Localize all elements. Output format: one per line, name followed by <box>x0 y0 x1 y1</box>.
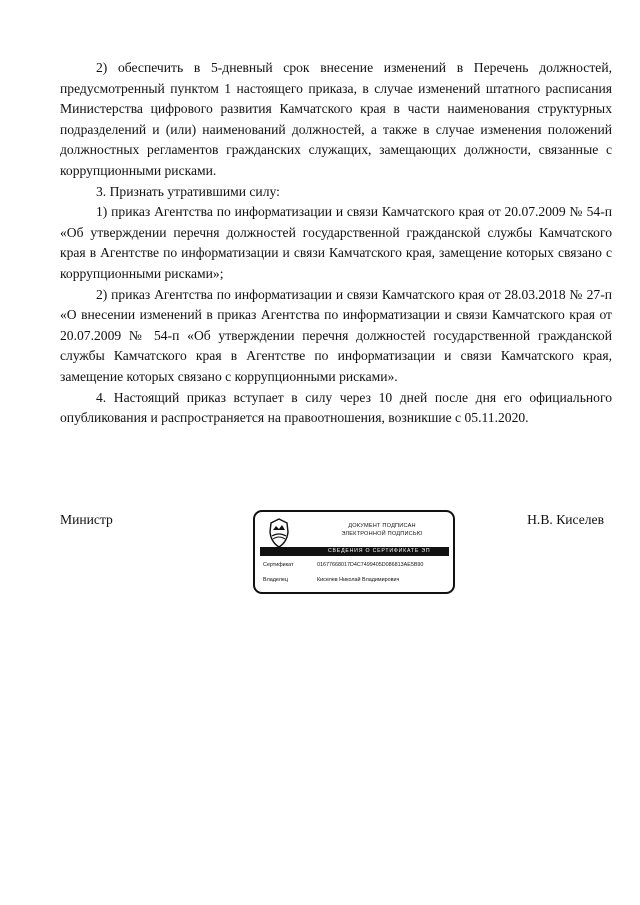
stamp-header: ДОКУМЕНТ ПОДПИСАН ЭЛЕКТРОННОЙ ПОДПИСЬЮ <box>341 523 423 537</box>
paragraph-4: 4. Настоящий приказ вступает в силу через 10 дней после дня его официального опубликования и распространяется на правоотношения, возникшие с 05.11.2020. <box>60 389 612 426</box>
signer-name: Н.В. Киселев <box>527 512 604 527</box>
paragraph-2-item2: 2) обеспечить в 5-дневный срок внесение изменений в Перечень должностей, предусмотренный пунктом 1 настоящего приказа, в случае изменений штатного расписания Министерства цифрового развития Камчатского края в части наименования структурных подразделений и (или) наименований должностей, а также в случае изменения положений должностных регламентов гражданских служащих, замещающих должности, связанные с коррупционными рисками. <box>60 60 612 178</box>
paragraph-3-item2: 2) приказ Агентства по информатизации и связи Камчатского края от 28.03.2018 № 27-п «О внесении изменений в приказ Агентства по информатизации и связи Камчатского края от 20.07.2009 № 54-п «Об утверждении перечня должностей государственной гражданской службы Камчатского края в Агентстве по информатизации и связи Камчатского края, замещение которых связано с коррупционными рисками». <box>60 286 612 384</box>
paragraph-3: 3. Признать утратившими силу: <box>96 183 280 199</box>
electronic-signature-stamp <box>253 510 455 594</box>
stamp-cert-bar: СВЕДЕНИЯ О СЕРТИФИКАТЕ ЭП <box>260 547 449 556</box>
stamp-owner-row: Владелец Киселев Николай Владимирович <box>263 577 400 583</box>
document-body <box>60 58 612 429</box>
stamp-cert-row: Сертификат 01677668017D4C7499405D086813AE5B90 <box>263 562 424 568</box>
signer-title: Министр <box>60 512 113 527</box>
paragraph-3-item1: 1) приказ Агентства по информатизации и связи Камчатского края от 20.07.2009 № 54-п «Об утверждении перечня должностей государственной гражданской службы Камчатского края в Агентстве по информатизации и связи Камчатского края, замещение которых связано с коррупционными рисками»; <box>60 204 612 281</box>
coat-of-arms-icon <box>267 518 291 548</box>
